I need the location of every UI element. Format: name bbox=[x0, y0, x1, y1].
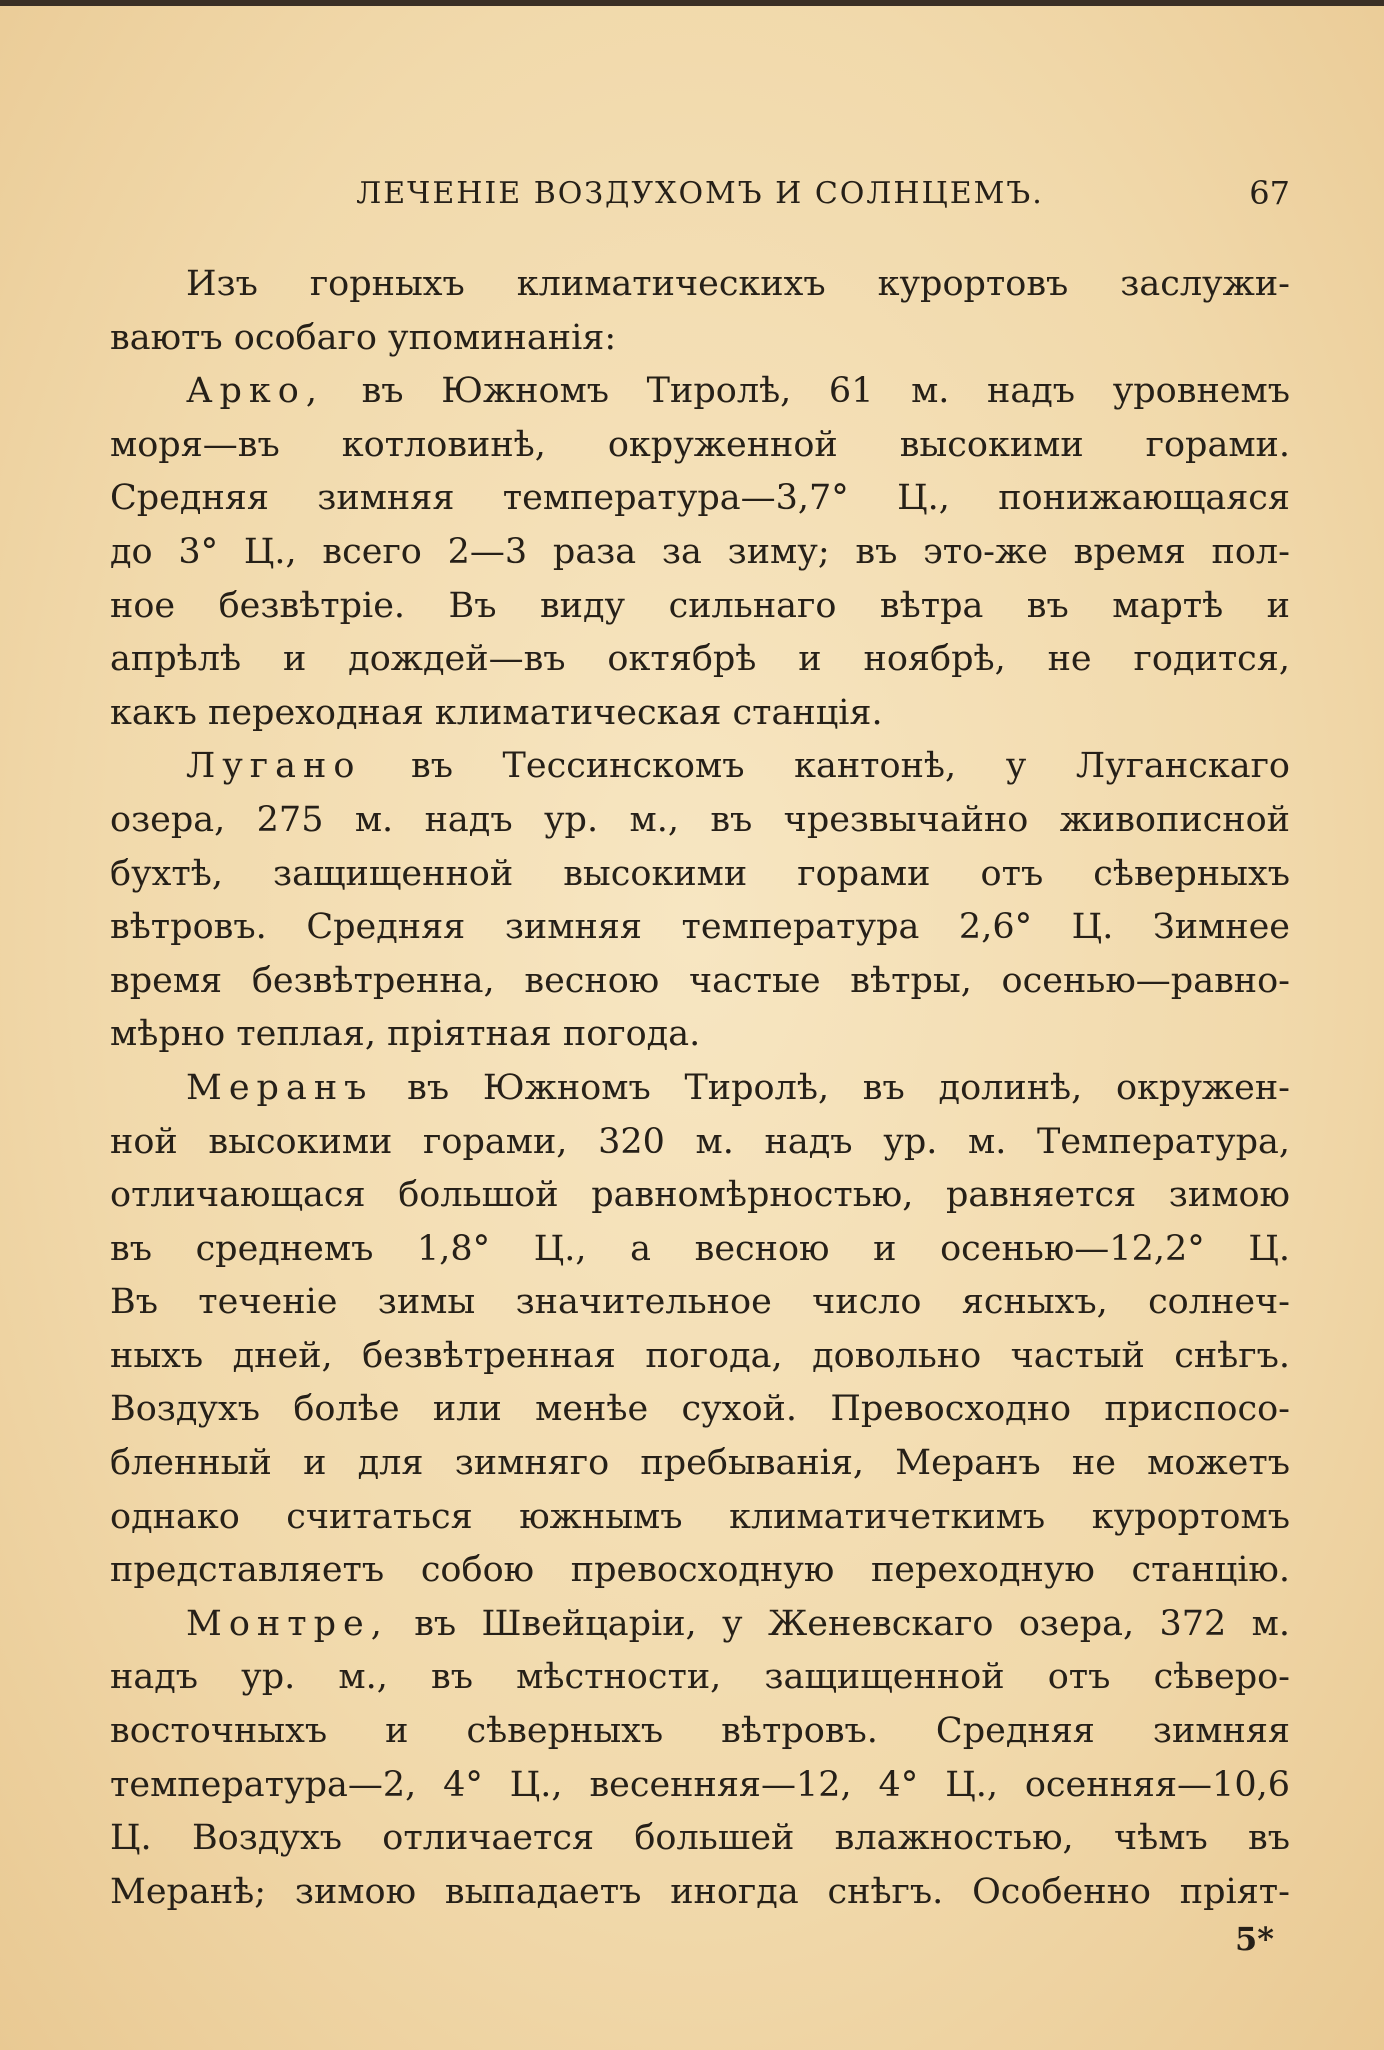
text-line: ной высокими горами, 320 м. надъ ур. м. Температура, bbox=[110, 1121, 1290, 1162]
paragraph-montreux bbox=[110, 1598, 1290, 1920]
body-text bbox=[110, 258, 1290, 1919]
text-line-rest: въ Южномъ Тиролѣ, въ долинѣ, окружен- bbox=[373, 1067, 1290, 1108]
paragraph-lugano bbox=[110, 740, 1290, 1062]
text-line: ныхъ дней, безвѣтренная погода, довольно частый снѣгъ. bbox=[110, 1335, 1290, 1376]
text-line: мѣрно теплая, пріятная погода. bbox=[110, 1014, 701, 1055]
text-line: Меранѣ; зимою выпадаетъ иногда снѣгъ. Особенно пріят- bbox=[110, 1871, 1290, 1912]
text-line: Изъ горныхъ климатическихъ курортовъ заслужи- bbox=[186, 264, 1290, 304]
paragraph-intro bbox=[110, 258, 1290, 365]
text-line: моря—въ котловинѣ, окруженной высокими горами. bbox=[110, 424, 1290, 465]
text-line: Средняя зимняя температура—3,7° Ц., понижающаяся bbox=[110, 478, 1290, 519]
text-line: Ц. Воздухъ отличается большей влажностью, чѣмъ въ bbox=[110, 1818, 1290, 1859]
text-line-rest: въ Южномъ Тиролѣ, 61 м. надъ уровнемъ bbox=[323, 371, 1290, 412]
text-line: восточныхъ и сѣверныхъ вѣтровъ. Средняя зимняя bbox=[110, 1711, 1290, 1752]
resort-name-lugano: Лугано bbox=[186, 746, 362, 787]
text-line: до 3° Ц., всего 2—3 раза за зиму; въ это-же время пол- bbox=[110, 531, 1290, 572]
text-line: представляетъ собою превосходную переходную станцію. bbox=[110, 1550, 1290, 1591]
text-line: въ среднемъ 1,8° Ц., а весною и осенью—12,2° Ц. bbox=[110, 1228, 1290, 1269]
text-line: Воздухъ болѣе или менѣе сухой. Превосходно приспосо- bbox=[110, 1389, 1290, 1430]
resort-name-arco: Арко, bbox=[186, 371, 324, 412]
text-line: ваютъ особаго упоминанія: bbox=[110, 317, 617, 358]
resort-name-meran: Меранъ bbox=[186, 1067, 374, 1108]
paragraph-arco bbox=[110, 365, 1290, 740]
text-line: время безвѣтренна, весною частые вѣтры, осенью—равно- bbox=[110, 960, 1290, 1001]
text-line: какъ переходная климатическая станція. bbox=[110, 692, 883, 733]
text-line bbox=[110, 1598, 1290, 1652]
running-title: ЛЕЧЕНІЕ ВОЗДУХОМЪ И СОЛНЦЕМЪ. bbox=[356, 176, 1044, 211]
text-line bbox=[110, 365, 1290, 419]
text-line-rest: въ Тессинскомъ кантонѣ, у Луганскаго bbox=[361, 746, 1290, 787]
text-line: отличающася большой равномѣрностью, равняется зимою bbox=[110, 1175, 1290, 1216]
text-line: температура—2, 4° Ц., весенняя—12, 4° Ц., осенняя—10,6 bbox=[110, 1764, 1290, 1805]
resort-name-montreux: Монтре, bbox=[186, 1603, 389, 1644]
running-head bbox=[110, 172, 1290, 222]
text-line bbox=[110, 740, 1290, 794]
text-line bbox=[110, 1062, 1290, 1116]
text-line: бухтѣ, защищенной высокими горами отъ сѣверныхъ bbox=[110, 853, 1290, 894]
text-line: однако считаться южнымъ климатичеткимъ курортомъ bbox=[110, 1496, 1290, 1537]
text-line: озера, 275 м. надъ ур. м., въ чрезвычайно живописной bbox=[110, 799, 1290, 840]
page-number: 67 bbox=[1249, 174, 1290, 212]
page-top-edge bbox=[0, 0, 1384, 6]
signature-mark: 5* bbox=[1235, 1920, 1274, 1958]
text-line: ное безвѣтріе. Въ виду сильнаго вѣтра въ мартѣ и bbox=[110, 585, 1290, 626]
paragraph-meran bbox=[110, 1062, 1290, 1598]
text-line: надъ ур. м., въ мѣстности, защищенной отъ сѣверо- bbox=[110, 1657, 1290, 1698]
text-line: бленный и для зимняго пребыванія, Меранъ не можетъ bbox=[110, 1443, 1290, 1484]
text-line-rest: въ Швейцаріи, у Женевскаго озера, 372 м. bbox=[388, 1603, 1290, 1644]
text-line: апрѣлѣ и дождей—въ октябрѣ и ноябрѣ, не годится, bbox=[110, 639, 1290, 680]
text-line: Въ теченіе зимы значительное число ясныхъ, солнеч- bbox=[110, 1282, 1290, 1323]
text-line: вѣтровъ. Средняя зимняя температура 2,6° Ц. Зимнее bbox=[110, 907, 1290, 948]
